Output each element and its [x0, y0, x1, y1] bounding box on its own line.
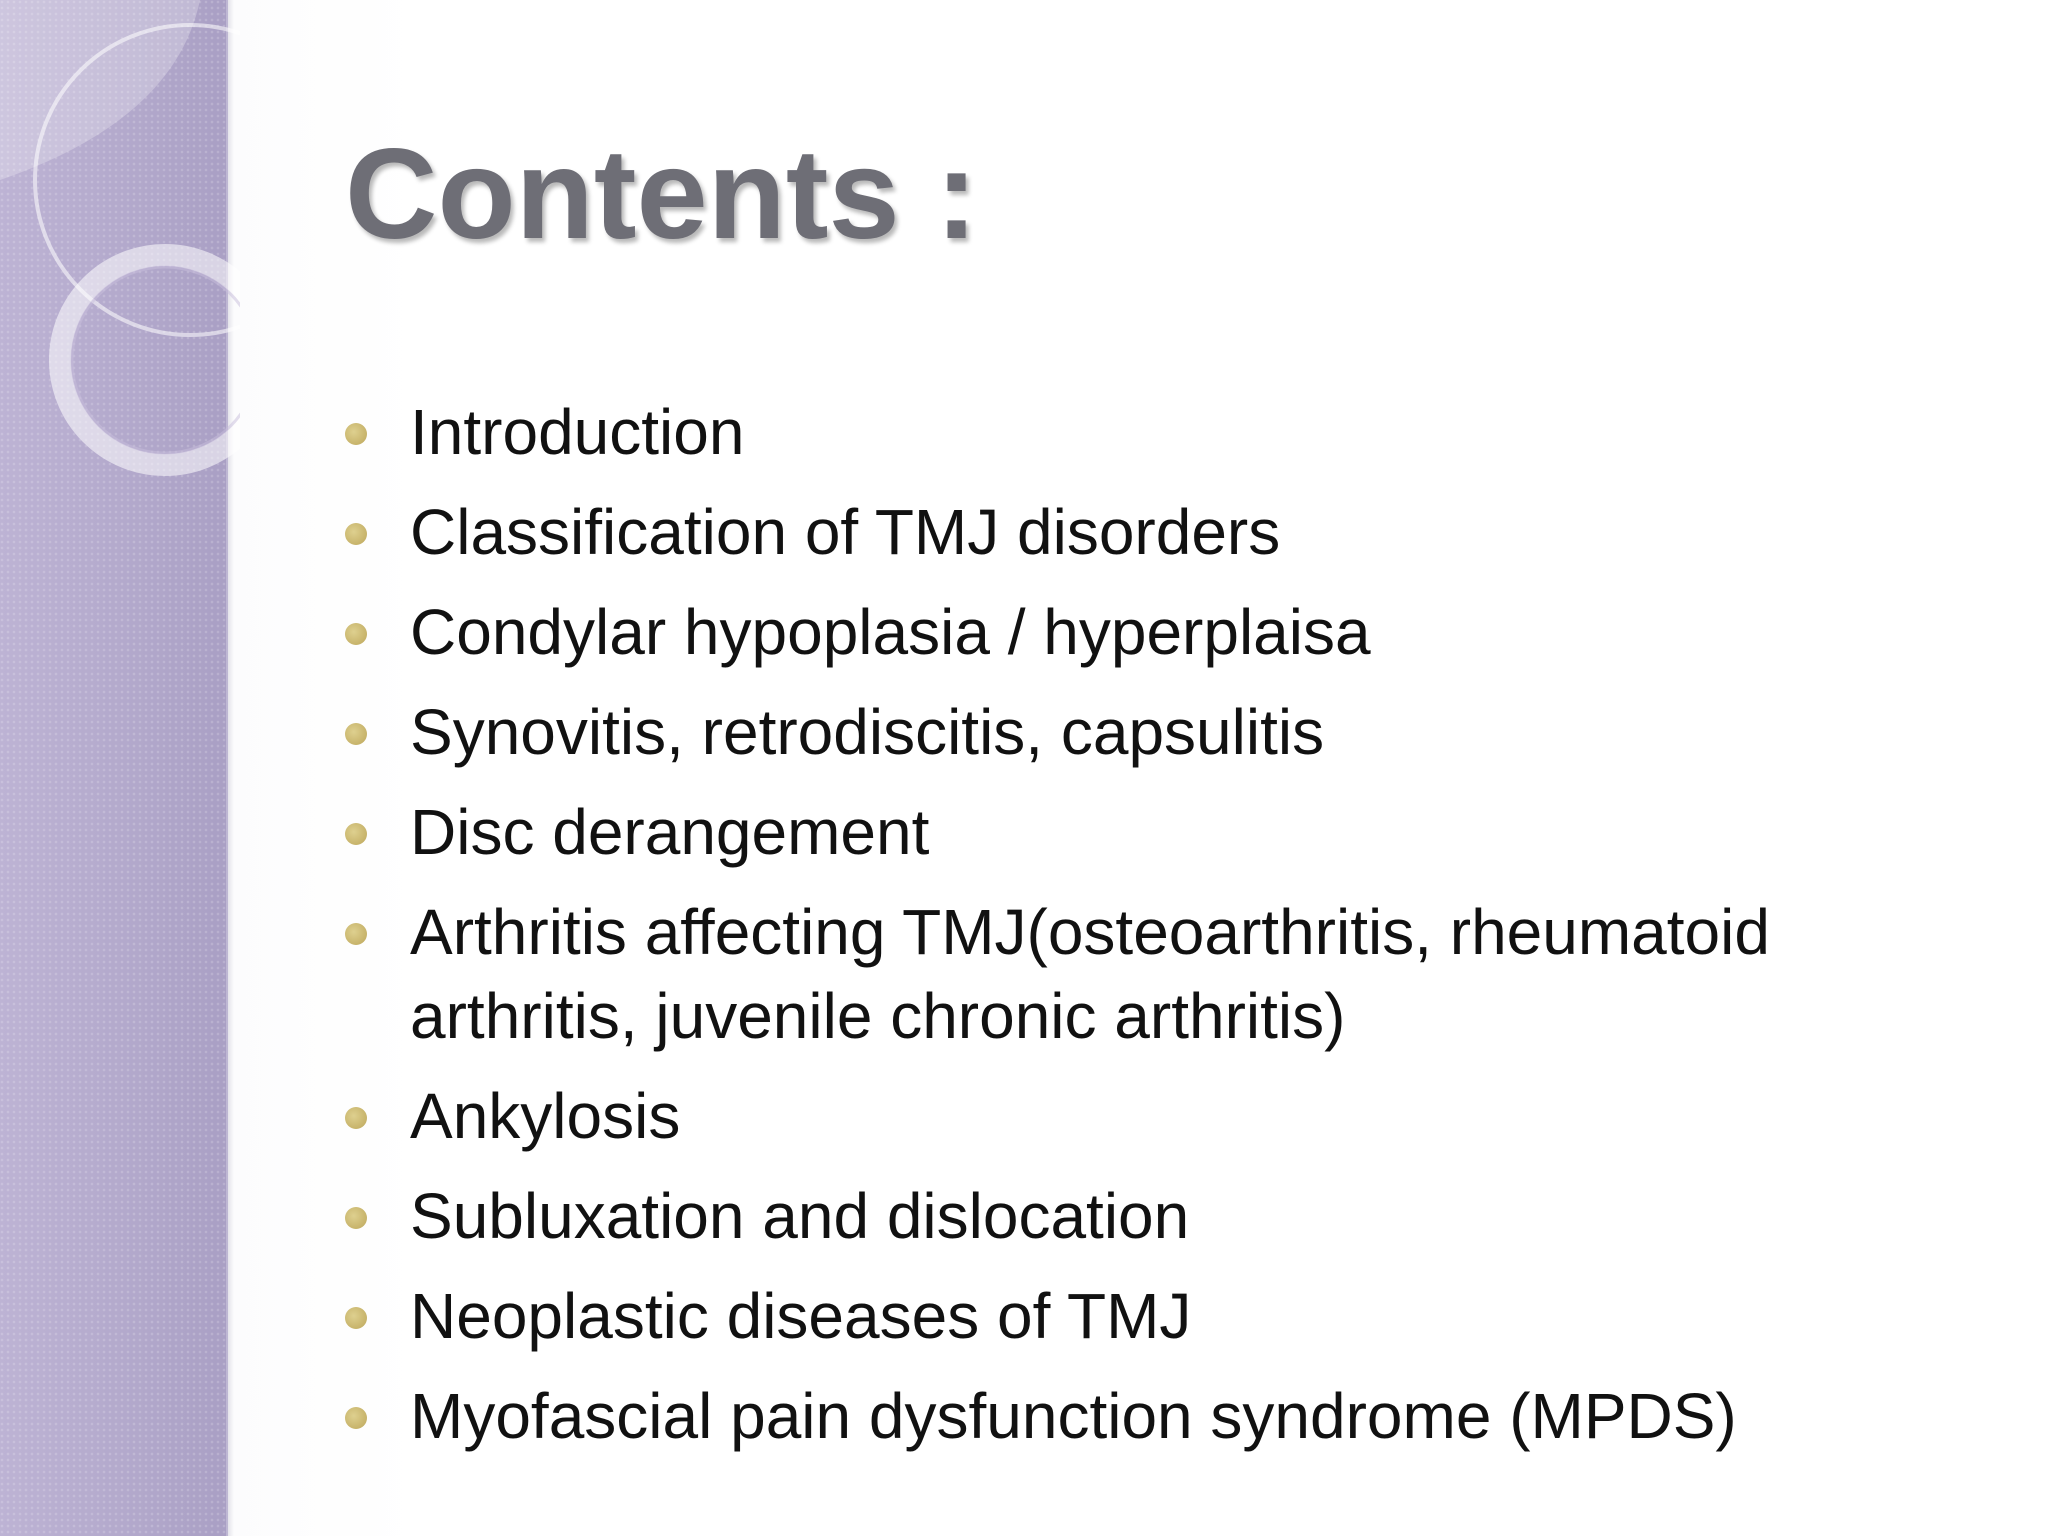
list-item-text: Classification of TMJ disorders	[410, 496, 1281, 568]
bullet-icon	[345, 1207, 367, 1229]
list-item-text: Introduction	[410, 396, 745, 468]
slide-title: Contents :	[345, 123, 978, 266]
bullet-icon	[345, 723, 367, 745]
list-item	[345, 690, 1985, 774]
bullet-icon	[345, 423, 367, 445]
bullet-icon	[345, 923, 367, 945]
list-item	[345, 390, 1985, 474]
list-item	[345, 1274, 1985, 1358]
bullet-icon	[345, 1107, 367, 1129]
list-item-text: Arthritis affecting TMJ(osteoarthritis, rheumatoid arthritis, juvenile chronic arthritis)	[410, 896, 1770, 1052]
list-item-text: Myofascial pain dysfunction syndrome (MPDS)	[410, 1380, 1737, 1452]
bullet-icon	[345, 623, 367, 645]
list-item	[345, 1174, 1985, 1258]
bullet-icon	[345, 1307, 367, 1329]
bullet-icon	[345, 823, 367, 845]
list-item-text: Ankylosis	[410, 1080, 681, 1152]
bullet-icon	[345, 523, 367, 545]
list-item	[345, 490, 1985, 574]
list-item-text: Disc derangement	[410, 796, 930, 868]
list-item	[345, 1074, 1985, 1158]
list-item-text: Neoplastic diseases of TMJ	[410, 1280, 1192, 1352]
list-item	[345, 790, 1985, 874]
list-item	[345, 890, 1985, 1058]
bullet-icon	[345, 1407, 367, 1429]
list-item-text: Synovitis, retrodiscitis, capsulitis	[410, 696, 1325, 768]
contents-list	[345, 390, 1985, 1474]
list-item-text: Condylar hypoplasia / hyperplaisa	[410, 596, 1371, 668]
list-item	[345, 590, 1985, 674]
list-item	[345, 1374, 1985, 1458]
decorative-rings	[0, 0, 240, 520]
list-item-text: Subluxation and dislocation	[410, 1180, 1190, 1252]
